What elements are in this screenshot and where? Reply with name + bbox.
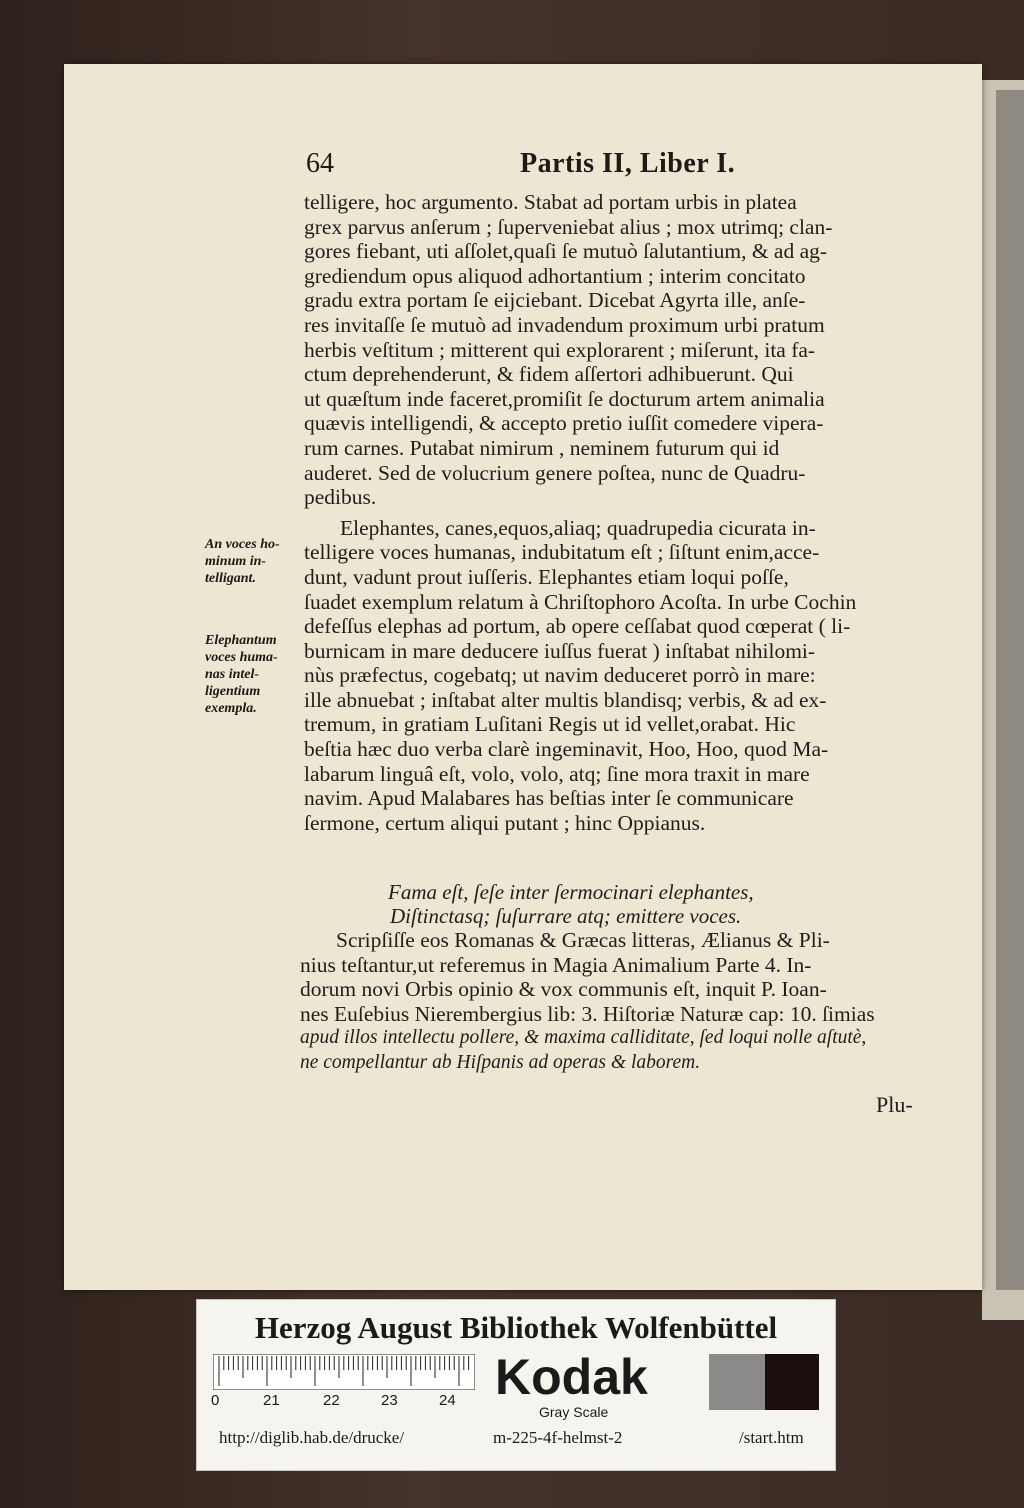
paragraph-1	[304, 190, 936, 835]
text-line: labarum linguâ eſt, volo, volo, atq; ſine mora traxit in mare	[304, 761, 810, 786]
text-line: telligere, hoc argumento. Stabat ad portam urbis in platea	[304, 190, 797, 214]
binding-edge	[996, 90, 1024, 1290]
text-line: nes Euſebius Nierembergius lib: 3. Hiſtoriæ Naturæ cap: 10. ſimias	[300, 1001, 875, 1026]
margin-line: An voces ho-	[205, 537, 280, 552]
margin-line: ligentium	[205, 684, 261, 699]
text-line: ut quæſtum inde faceret,promiſit ſe docturum artem animalia	[304, 386, 825, 411]
verse-quotation	[388, 880, 754, 928]
text-line: telligere voces humanas, indubitatum eſt ; ſiſtunt enim,acce-	[304, 540, 820, 565]
margin-line: Elephantum	[205, 633, 277, 648]
text-line: defeſſus elephas ad portum, ab opere ceſſabat quod cœperat ( li-	[304, 614, 851, 639]
paragraph-3	[300, 928, 940, 1076]
verse-line: Fama eſt, ſeſe inter ſermocinari elephantes,	[388, 880, 754, 904]
verse-line: Diſtinctasq; ſuſurrare atq; emittere voces.	[390, 904, 742, 928]
text-line: grediendum opus aliquod adhortantium ; interim concitato	[304, 263, 806, 288]
text-line: dorum novi Orbis opinio & vox communis eſt, inquit P. Ioan-	[300, 977, 827, 1002]
ruler-numbers	[211, 1392, 481, 1412]
text-line: nùs præfectus, cogebatq; ut navim deduceret porrò in mare:	[304, 663, 816, 688]
ruler-number: 22	[323, 1392, 340, 1409]
margin-line: exempla.	[205, 701, 257, 716]
ruler-scale	[213, 1354, 475, 1390]
library-url: http://diglib.hab.de/drucke/	[219, 1428, 405, 1447]
grayscale-label: Gray Scale	[539, 1404, 609, 1420]
text-line: tremum, in gratiam Luſitani Regis ut id vellet,orabat. Hic	[304, 712, 796, 737]
text-line: ſermone, certum aliqui putant ; hinc Oppianus.	[304, 810, 706, 835]
text-line: Elephantes, canes,equos,aliaq; quadrupedia cicurata in-	[340, 515, 816, 540]
text-line: dunt, vadunt prout iuſſeris. Elephantes etiam loqui poſſe,	[304, 564, 789, 589]
running-head: Partis II, Liber I.	[520, 148, 736, 179]
margin-note-2	[205, 632, 278, 717]
ruler-number: 23	[381, 1392, 398, 1409]
paragraph-2	[304, 516, 936, 836]
text-line: gores fiebant, uti aſſolet,quaſi ſe mutuò ſalutantium, & ad ag-	[304, 239, 828, 264]
margin-line: nas intel-	[205, 667, 260, 682]
library-color-card	[196, 1299, 836, 1471]
text-line: navim. Apud Malabares has beſtias inter ſe communicare	[304, 786, 794, 811]
page-header	[306, 148, 946, 188]
text-line: auderet. Sed de volucrium genere poſtea, nunc de Quadru-	[304, 460, 806, 485]
page-number: 64	[306, 148, 334, 179]
margin-note-1	[205, 536, 280, 587]
gray-swatch-light	[709, 1354, 765, 1410]
text-line: pedibus.	[304, 485, 377, 510]
kodak-logo: Kodak	[495, 1349, 648, 1405]
text-line: beſtia hæc duo verba clarè ingeminavit, Hoo, Hoo, quod Ma-	[304, 737, 829, 762]
margin-line: telligant.	[205, 571, 256, 586]
margin-line: minum in-	[205, 554, 267, 569]
text-line: Scripſiſſe eos Romanas & Græcas litteras, Ælianus & Pli-	[336, 928, 830, 952]
text-line: burnicam in mare deducere iuſſus fuerat ) inſtabat nihilomi-	[304, 638, 816, 663]
text-line: rum carnes. Putabat nimirum , neminem futurum qui id	[304, 435, 780, 460]
ruler-number: 24	[439, 1392, 456, 1409]
text-line: grex parvus anſerum ; ſuperveniebat alius ; mox utrimq; clan-	[304, 214, 833, 239]
catchword: Plu-	[876, 1092, 913, 1117]
text-line: ctum deprehenderunt, & fidem aſſertori adhibuerunt. Qui	[304, 362, 794, 387]
gray-swatch-dark	[765, 1354, 819, 1410]
shelfmark-id: m-225-4f-helmst-2	[493, 1428, 623, 1447]
text-line: ne compellantur ab Hiſpanis ad operas & laborem.	[300, 1051, 701, 1073]
library-title: Herzog August Bibliothek Wolfenbüttel	[254, 1310, 778, 1345]
text-line: nius teſtantur,ut referemus in Magia Animalium Parte 4. In-	[300, 952, 812, 977]
text-line: ille abnuebat ; inſtabat alter multis blandisq; verbis, & ad ex-	[304, 687, 827, 712]
margin-line: voces huma-	[205, 650, 278, 665]
ruler-number: 0	[211, 1392, 220, 1409]
text-line: res invitaſſe ſe mutuò ad invadendum proximum urbi pratum	[304, 312, 825, 337]
text-line: herbis veſtitum ; mitterent qui explorarent ; miſerunt, ita fa-	[304, 337, 816, 362]
text-line: ſuadet exemplum relatum à Chriſtophoro Acoſta. In urbe Cochin	[304, 589, 857, 614]
text-line: gradu extra portam ſe eijciebant. Dicebat Agyrta ille, anſe-	[304, 288, 806, 313]
start-page-link: /start.htm	[739, 1428, 804, 1447]
ruler-number: 21	[263, 1392, 280, 1409]
text-line: quævis intelligendi, & accepto pretio iuſſit comedere vipera-	[304, 411, 824, 436]
text-line: apud illos intellectu pollere, & maxima calliditate, ſed loqui nolle aſtutè,	[300, 1027, 867, 1049]
